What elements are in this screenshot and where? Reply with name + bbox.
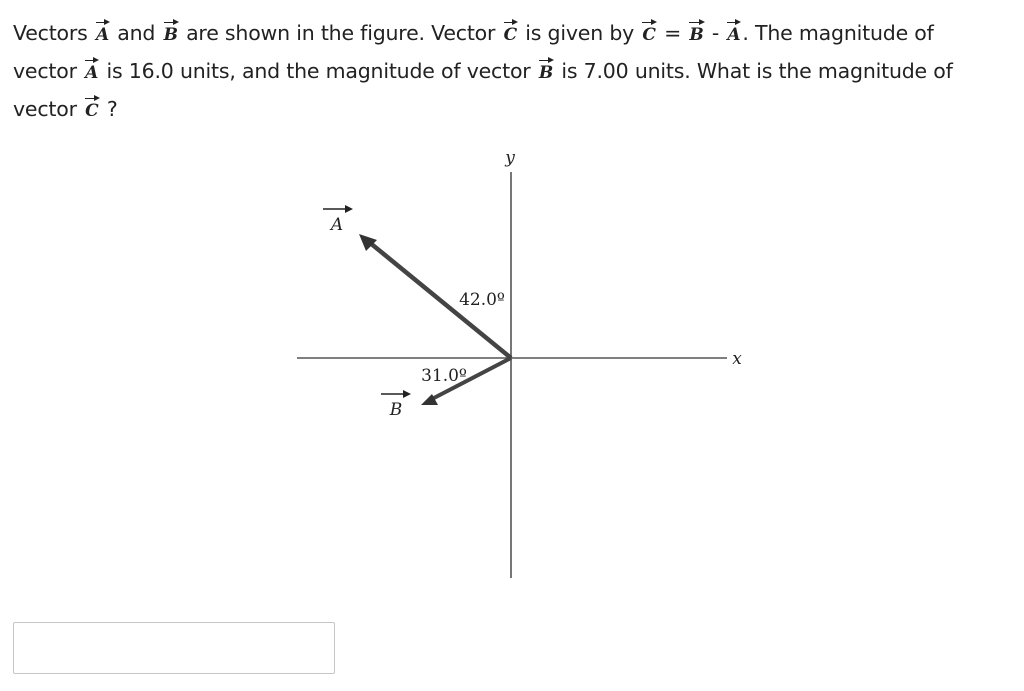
angle-b-label: 31.0º [421, 366, 467, 386]
x-axis-label: x [732, 349, 742, 369]
question-fragment: is 7.00 units. What is the magnitude of vector [13, 59, 953, 121]
vector-b-label-group [381, 390, 411, 420]
vector-a-over-arrowhead [345, 205, 353, 213]
question-fragment: and [117, 21, 156, 45]
vector-b-symbol: B [689, 25, 704, 45]
vector-b-over-arrowhead [403, 390, 411, 398]
question-fragment: . The magnitude of vector [13, 21, 934, 83]
vector-b-symbol: B [163, 25, 178, 45]
vector-c-symbol: C [642, 25, 656, 45]
vector-b-symbol: B [538, 63, 554, 83]
question-fragment: is given by [525, 21, 635, 45]
vector-c-symbol: C [503, 25, 517, 45]
minus-sign: - [711, 21, 720, 45]
question-mark: ? [106, 97, 118, 121]
vector-b-label: B [389, 400, 403, 420]
equals-sign: = [664, 21, 682, 45]
vector-c-symbol: C [85, 101, 99, 121]
vector-a-symbol: A [95, 25, 109, 45]
answer-input[interactable] [13, 622, 335, 674]
question-fragment: Vectors [13, 21, 88, 45]
angle-a-label: 42.0º [459, 290, 505, 310]
y-axis-label: y [505, 148, 515, 168]
vector-a-label-group [323, 205, 353, 235]
vector-a-label: A [330, 215, 344, 235]
vector-a-symbol: A [727, 25, 741, 45]
question-fragment: is 16.0 units, and the magnitude of vector [106, 59, 531, 83]
vector-a-symbol: A [85, 63, 99, 83]
question-fragment: are shown in the figure. Vector [186, 21, 496, 45]
